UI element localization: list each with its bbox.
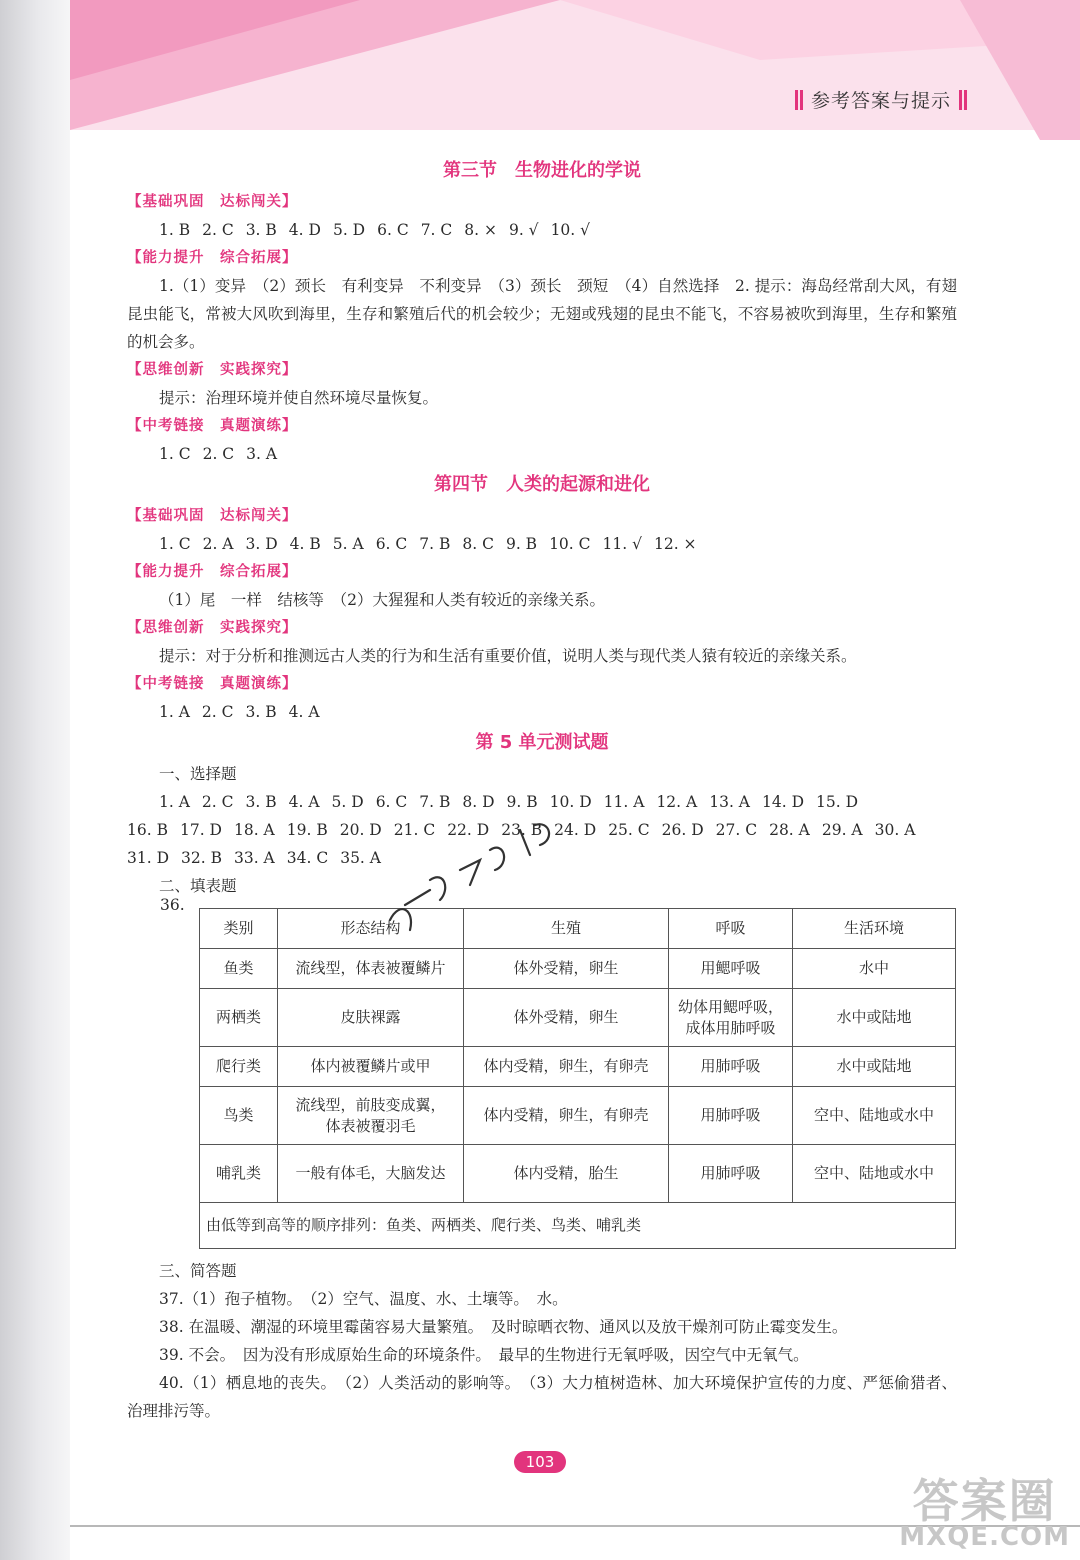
page-content (127, 154, 957, 1425)
tag-innovation: 【思维创新 实践探究】 (127, 362, 298, 378)
tag-basic: 【基础巩固 达标闯关】 (127, 508, 298, 524)
choice-answers-row-2: 16. B 17. D 18. A 19. B 20. D 21. C 22. D 23. B 24. D 25. C 26. D 27. C 28. A 29. A 30. A (127, 821, 916, 839)
section-title-3: 第三节 生物进化的学说 (443, 160, 641, 181)
part-choice: 一、选择题 (159, 765, 237, 783)
table-row: 哺乳类 一般有体毛，大脑发达 体内受精，胎生 用肺呼吸 空中、陆地或水中 (200, 1145, 956, 1203)
table-header-row: 类别 形态结构 生殖 呼吸 生活环境 (200, 909, 956, 949)
question-36-label: 36. (160, 896, 185, 914)
answer-37: 37.（1）孢子植物。 （2）空气、温度、水、土壤等。 水。 (159, 1290, 568, 1308)
table-row: 爬行类 体内被覆鳞片或甲 体内受精，卵生，有卵壳 用肺呼吸 水中或陆地 (200, 1047, 956, 1087)
table-footer-row: 由低等到高等的顺序排列：鱼类、两栖类、爬行类、鸟类、哺乳类 (200, 1203, 956, 1249)
answers-exam-3: 1. C 2. C 3. A (159, 445, 278, 463)
answer-38: 38. 在温暖、潮湿的环境里霉菌容易大量繁殖。 及时晾晒衣物、通风以及放干燥剂可防止霉变发生。 (159, 1318, 848, 1336)
answers-exam-4: 1. A 2. C 3. B 4. A (159, 703, 320, 721)
answers-ability-3: 1.（1）变异 （2）颈长 有利变异 不利变异 （3）颈长 颈短 （4）自然选择 2. 提示：海岛经常刮大风，有翅昆虫能飞，常被大风吹到海里，生存和繁殖后代的机会较少；无翅或残翅的昆虫不能飞，不容易被吹到海里，生存和繁殖的机会多。 (127, 277, 957, 351)
answers-basic-3: 1. B 2. C 3. B 4. D 5. D 6. C 7. C 8. × 9. √ 10. √ (159, 221, 591, 239)
choice-answers-row-1: 1. A 2. C 3. B 4. A 5. D 6. C 7. B 8. D 9. B 10. D 11. A 12. A 13. A 14. D 15. D (159, 793, 859, 811)
section-title-4: 第四节 人类的起源和进化 (434, 474, 650, 495)
tag-innovation: 【思维创新 实践探究】 (127, 620, 298, 636)
table-row: 两栖类 皮肤裸露 体外受精，卵生 幼体用鳃呼吸， 成体用肺呼吸 水中或陆地 (200, 989, 956, 1047)
tag-ability: 【能力提升 综合拓展】 (127, 564, 298, 580)
tag-exam: 【中考链接 真题演练】 (127, 676, 298, 692)
watermark-logo: 答案圈 MXQE.COM (899, 1474, 1070, 1552)
answers-innovation-3: 提示：治理环境并使自然环境尽量恢复。 (159, 389, 439, 407)
page-header (0, 0, 1080, 140)
answers-innovation-4: 提示：对于分析和推测远古人类的行为和生活有重要价值，说明人类与现代类人猿有较近的亲缘关系。 (159, 647, 857, 665)
header-decoration (0, 0, 1080, 140)
book-spine-shadow (0, 0, 70, 1560)
table-row: 鸟类 流线型，前肢变成翼， 体表被覆羽毛 体内受精，卵生，有卵壳 用肺呼吸 空中、陆地或水中 (200, 1087, 956, 1145)
unit-test-title: 第 5 单元测试题 (475, 732, 609, 753)
tag-basic: 【基础巩固 达标闯关】 (127, 194, 298, 210)
choice-answers-row-3: 31. D 32. B 33. A 34. C 35. A (127, 849, 381, 867)
answer-40: 40.（1）栖息地的丧失。 （2）人类活动的影响等。 （3）大力植树造林、加大环境保护宣传的力度、严惩偷猎者、治理排污等。 (127, 1374, 957, 1420)
part-short-answer: 三、简答题 (159, 1262, 237, 1280)
tag-ability: 【能力提升 综合拓展】 (127, 250, 298, 266)
answers-basic-4: 1. C 2. A 3. D 4. B 5. A 6. C 7. B 8. C 9. B 10. C 11. √ 12. × (159, 535, 697, 553)
answers-ability-4: （1）尾 一样 结核等 （2）大猩猩和人类有较近的亲缘关系。 (159, 591, 605, 609)
tag-exam: 【中考链接 真题演练】 (127, 418, 298, 434)
table-row: 鱼类 流线型，体表被覆鳞片 体外受精，卵生 用鳃呼吸 水中 (200, 949, 956, 989)
animal-classes-table (199, 908, 956, 1249)
handwritten-scribble (370, 810, 590, 950)
part-table: 二、填表题 (159, 877, 237, 895)
answer-39: 39. 不会。 因为没有形成原始生命的环境条件。 最早的生物进行无氧呼吸，因空气中无氧气。 (159, 1346, 809, 1364)
header-title: 参考答案与提示 (794, 86, 968, 113)
page-number: 103 (514, 1451, 566, 1473)
